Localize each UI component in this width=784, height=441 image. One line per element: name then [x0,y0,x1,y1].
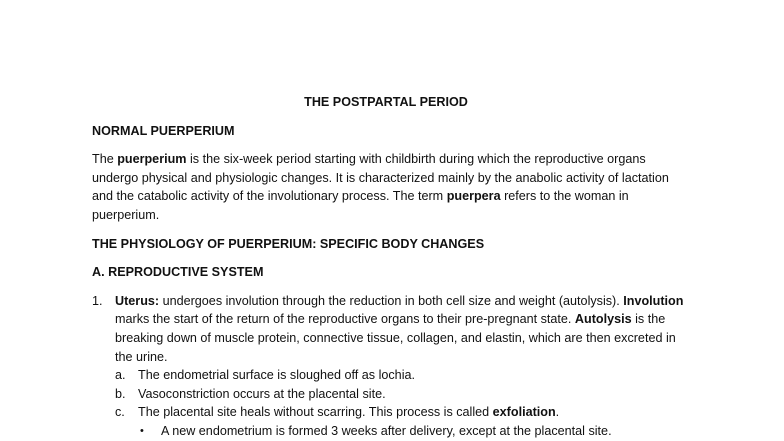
uterus-text-3: is the breaking down of muscle protein, connective tissue, collagen, and elastin, which are then excreted in the urine. [115,312,676,364]
term-puerpera: puerpera [446,189,501,204]
list-marker: a. [115,368,126,383]
list-item-text: The placental site heals without scarring. This process is called [138,405,493,420]
subsection-heading-reproductive-system: A. REPRODUCTIVE SYSTEM [92,265,264,280]
numbered-list [92,292,692,441]
list-item-tail: . [555,405,560,420]
document-title: THE POSTPARTAL PERIOD [304,95,468,109]
bullet-list [138,422,692,441]
intro-text-3: refers to the woman in puerperium. [92,189,629,222]
intro-text-1: The [92,152,118,167]
section-heading-normal-puerperium: NORMAL PUERPERIUM [92,123,235,138]
intro-text-2: is the six-week period starting with childbirth during which the reproductive organs undergo physical and physiologic changes. It is characterized mainly by the anabolic activity of lactation and the catabolic activity of the involutionary process. The term [92,152,669,204]
uterus-description [115,292,692,366]
list-marker: c. [115,405,125,420]
list-item [138,422,692,441]
list-item-text: The endometrial surface is sloughed off as lochia. [138,368,415,383]
list-item-text: Vasoconstriction occurs at the placental site. [138,386,386,401]
section-heading-physiology: THE PHYSIOLOGY OF PUERPERIUM: SPECIFIC BODY CHANGES [92,236,485,251]
list-item [115,366,692,385]
list-item-text: A new endometrium is formed 3 weeks after delivery, except at the placental site. [161,423,612,438]
list-item [115,385,692,404]
list-marker: b. [115,386,126,401]
term-uterus: Uterus: [115,293,160,308]
document-body [92,93,692,441]
uterus-text-1: undergoes involution through the reduction in both cell size and weight (autolysis). [159,293,624,308]
list-item-uterus [92,292,692,441]
sub-list [115,366,692,440]
bullet-icon: • [140,424,144,437]
list-marker: 1. [92,293,103,308]
uterus-text-2: marks the start of the return of the reproductive organs to their pre-pregnant state. [115,312,575,327]
term-exfoliation: exfoliation [492,405,556,420]
intro-paragraph [92,150,692,224]
term-involution: Involution [623,293,684,308]
list-item [115,403,692,440]
term-autolysis: Autolysis [574,312,632,327]
term-puerperium: puerperium [117,152,187,167]
